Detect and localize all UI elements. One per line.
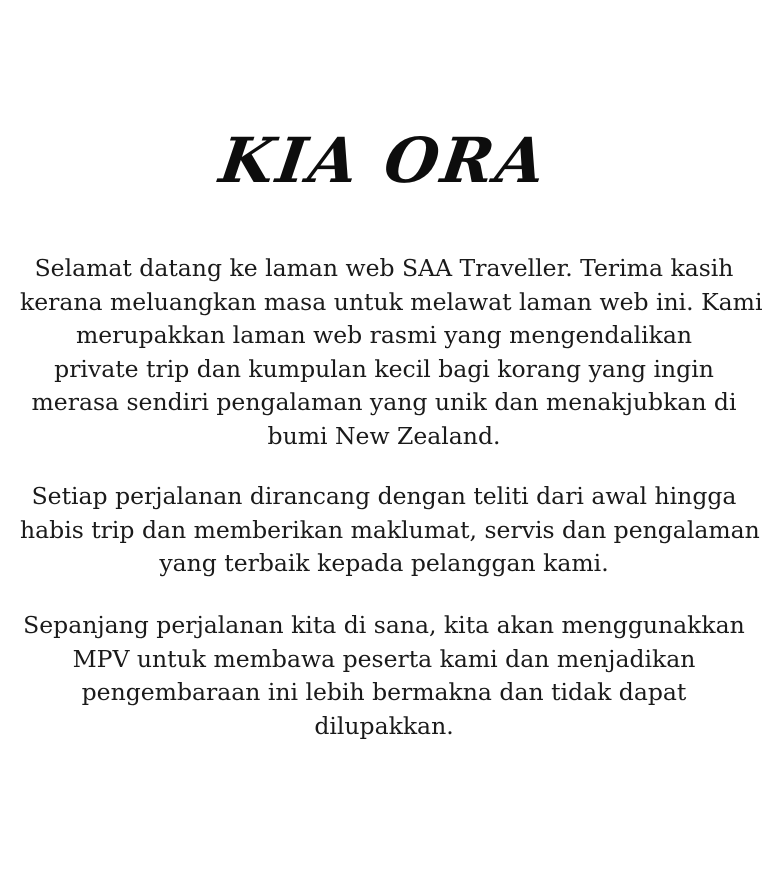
paragraph-line: Setiap perjalanan dirancang dengan teliti dari awal hingga: [31, 482, 737, 510]
transport-paragraph: [20, 609, 748, 743]
trip-planning-paragraph: [20, 480, 760, 581]
intro-paragraph: [20, 252, 763, 453]
page-title: KIA ORA: [215, 124, 553, 197]
paragraph-line: merasa sendiri pengalaman yang unik dan menakjubkan di: [31, 388, 737, 416]
paragraph-line: Sepanjang perjalanan kita di sana, kita akan menggunakkan: [23, 611, 745, 639]
paragraph-line: merupakkan laman web rasmi yang mengendalikan: [75, 321, 693, 349]
paragraph-line: habis trip dan memberikan maklumat, servis dan pengalaman: [20, 515, 760, 544]
paragraph-line: yang terbaik kepada pelanggan kami.: [159, 549, 609, 577]
paragraph-line: bumi New Zealand.: [267, 421, 501, 450]
paragraph-line: Selamat datang ke laman web SAA Traveller. Terima kasih: [34, 254, 734, 282]
paragraph-line: dilupakkan.: [314, 711, 454, 740]
paragraph-line: kerana meluangkan masa untuk melawat laman web ini. Kami: [20, 287, 763, 316]
paragraph-line: pengembaraan ini lebih bermakna dan tidak dapat: [81, 678, 687, 706]
paragraph-line: private trip dan kumpulan kecil bagi korang yang ingin: [54, 354, 714, 383]
paragraph-line: MPV untuk membawa peserta kami dan menjadikan: [72, 644, 696, 673]
